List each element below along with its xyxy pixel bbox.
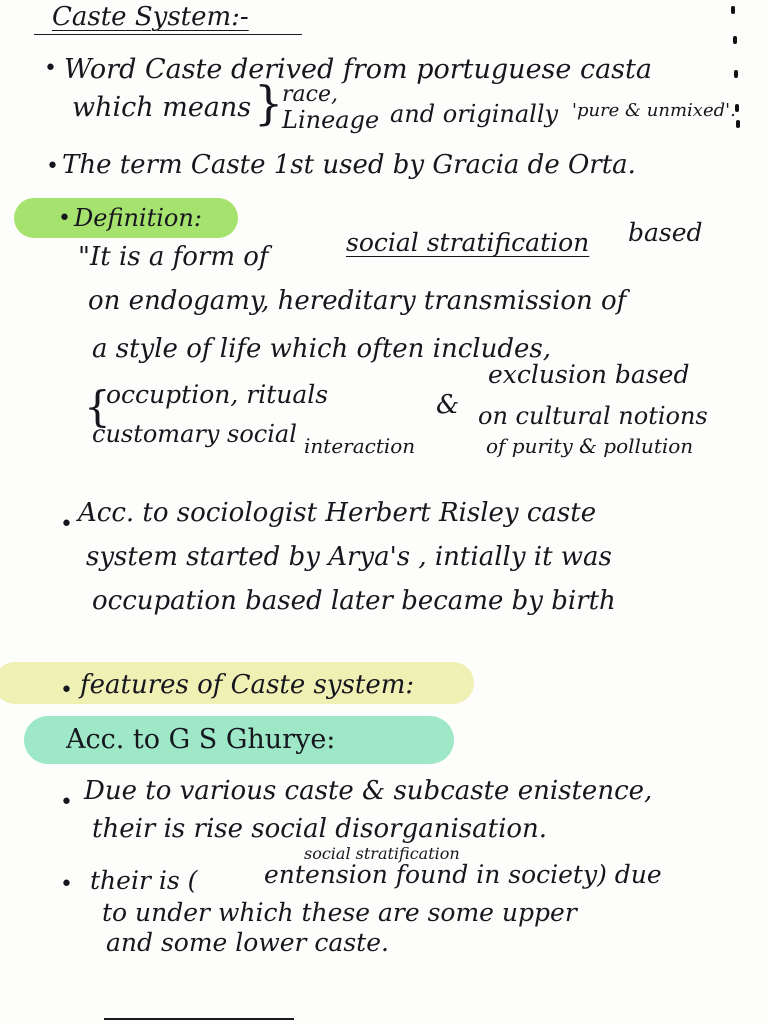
bullet: • bbox=[60, 678, 73, 703]
text-line: customary social bbox=[92, 420, 297, 448]
text-line: "It is a form of bbox=[78, 242, 269, 272]
text-line: The term Caste 1st used by Gracia de Orta. bbox=[62, 150, 636, 180]
binding-dot bbox=[733, 36, 737, 44]
text-line: 'pure & unmixed'. bbox=[572, 100, 736, 121]
bullet: • bbox=[44, 56, 57, 81]
definition-heading: Definition: bbox=[74, 204, 202, 232]
section-heading: features of Caste system: bbox=[80, 670, 415, 700]
text-line: a style of life which often includes, bbox=[92, 334, 551, 364]
text-line: and some lower caste. bbox=[106, 928, 389, 957]
text-line: Due to various caste & subcaste enistence, bbox=[84, 776, 653, 806]
text-line: Word Caste derived from portuguese casta bbox=[64, 54, 652, 85]
page-title: Caste System:- bbox=[52, 2, 249, 32]
title-rule bbox=[34, 34, 302, 35]
text-line: Lineage bbox=[282, 106, 380, 134]
text-line: race, bbox=[282, 82, 338, 107]
inserted-text: social stratification bbox=[304, 844, 460, 863]
bullet: • bbox=[60, 872, 73, 897]
section-heading: Acc. to G S Ghurye: bbox=[66, 724, 336, 755]
text-line: based bbox=[628, 218, 703, 247]
bullet: • bbox=[58, 206, 71, 231]
text-line: to under which these are some upper bbox=[102, 898, 577, 927]
brace: } bbox=[254, 76, 284, 130]
text-line: entension found in society) due bbox=[264, 860, 662, 889]
text-line: exclusion based bbox=[488, 360, 690, 389]
text-line: system started by Arya's , intially it was bbox=[86, 542, 612, 572]
text-line: interaction bbox=[304, 434, 416, 458]
bullet: • bbox=[60, 790, 73, 815]
text-line: their is ( bbox=[90, 866, 198, 895]
text-line: and originally bbox=[390, 100, 559, 128]
text-line-underlined: social stratification bbox=[346, 228, 590, 257]
text-line: occuption, rituals bbox=[106, 380, 329, 409]
text-line: & bbox=[436, 390, 460, 420]
binding-dot bbox=[731, 6, 735, 14]
text-line: which means bbox=[72, 92, 252, 123]
binding-dot bbox=[736, 120, 740, 128]
binding-dot bbox=[734, 70, 738, 78]
text-line: on cultural notions bbox=[478, 402, 708, 430]
text-line: Acc. to sociologist Herbert Risley caste bbox=[78, 498, 597, 528]
bullet: • bbox=[60, 512, 73, 537]
text-line: occupation based later became by birth bbox=[92, 586, 616, 616]
text-line: on endogamy, hereditary transmission of bbox=[88, 286, 627, 316]
text-line: of purity & pollution bbox=[486, 434, 694, 458]
bullet: • bbox=[46, 154, 59, 179]
text-line: their is rise social disorganisation. bbox=[92, 814, 548, 844]
bottom-rule bbox=[104, 1018, 294, 1020]
brace: { bbox=[84, 382, 111, 431]
